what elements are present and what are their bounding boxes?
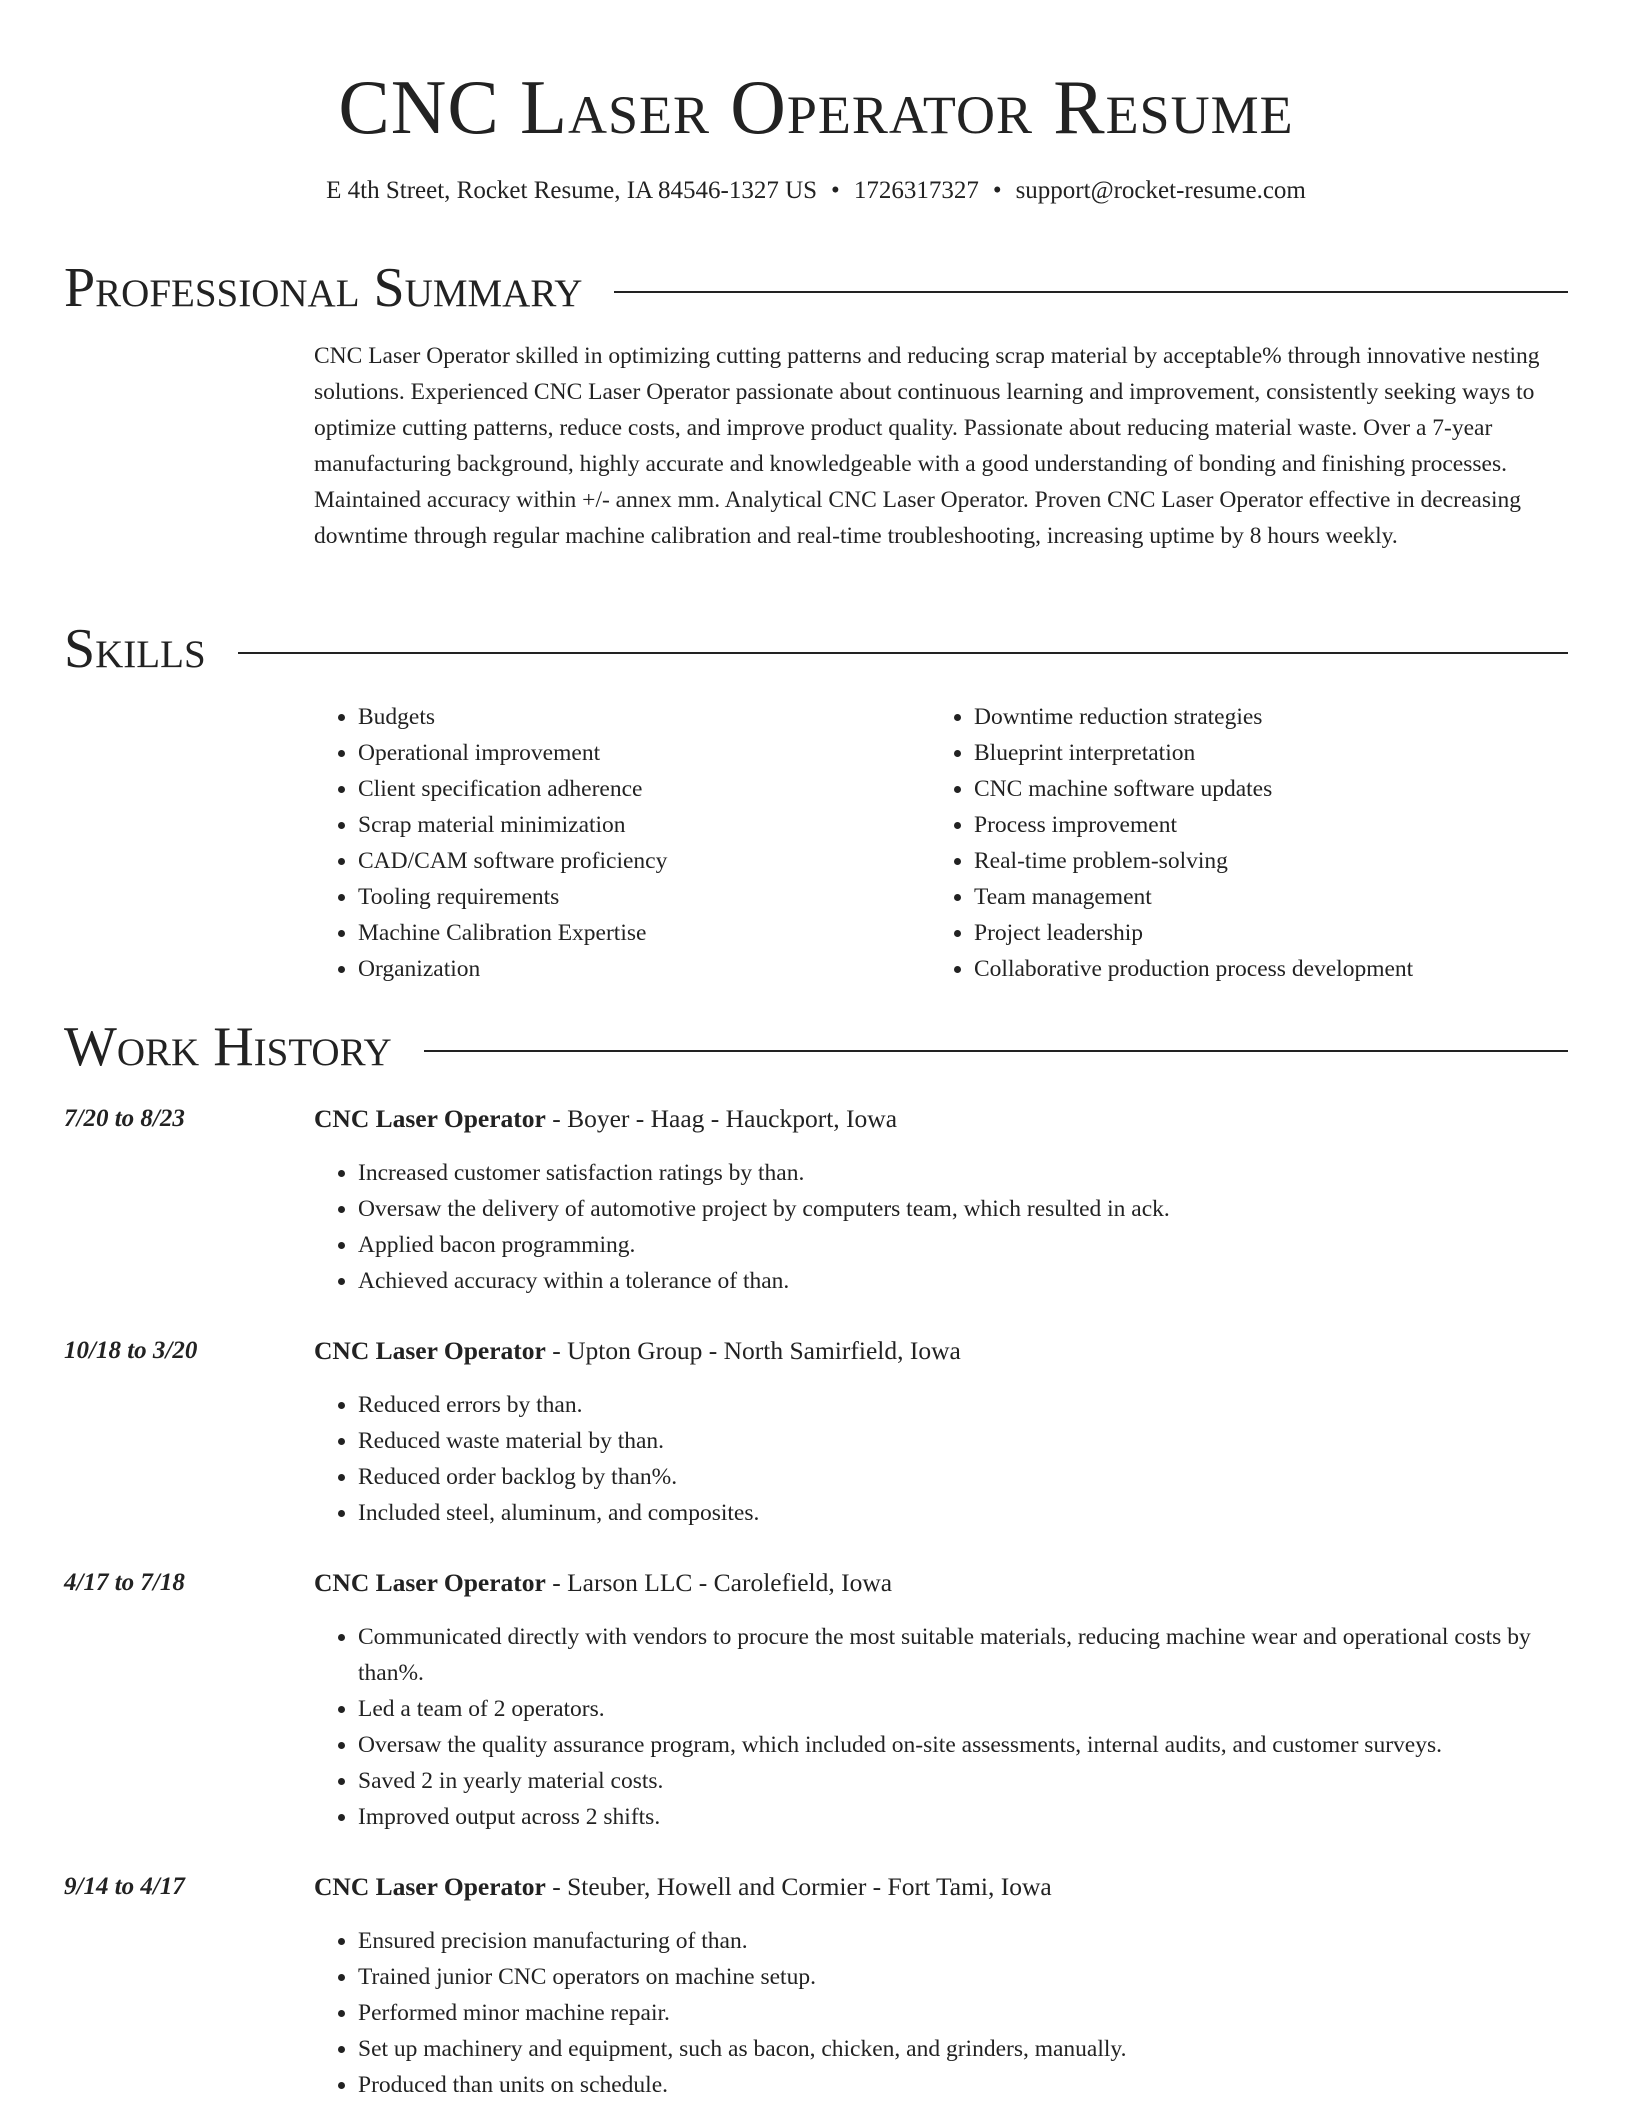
job-bullet: • Reduced waste material by than.: [358, 1423, 1598, 1459]
job-header: [314, 1565, 892, 1601]
job-bullet: • Oversaw the delivery of automotive project by computers team, which resulted in ack.: [358, 1191, 1598, 1227]
work-history-section-header: [64, 1015, 1568, 1079]
skills-list-right: [930, 699, 1594, 987]
job-bullet: • Included steel, aluminum, and composites.: [358, 1495, 1598, 1531]
skill-item: • Tooling requirements: [358, 879, 918, 915]
job-employer: - Steuber, Howell and Cormier - Fort Tami, Iowa: [545, 1872, 1052, 1901]
skill-item: • Process improvement: [974, 807, 1594, 843]
job-bullet: • Produced than units on schedule.: [358, 2067, 1598, 2103]
job-bullet: • Saved 2 in yearly material costs.: [358, 1763, 1598, 1799]
job-bullet: • Performed minor machine repair.: [358, 1995, 1598, 2031]
summary-text: CNC Laser Operator skilled in optimizing cutting patterns and reducing scrap material by acceptable% through innovative nesting solutions. Experienced CNC Laser Operator passionate about continuous learning and improvement, consistently seeking ways to optimize cutting patterns, reduce costs, and improve product quality. Passionate about reducing material waste. Over a 7-year manufacturing background, highly accurate and knowledgeable with a good understanding of bonding and finishing processes. Maintained accuracy within +/- annex mm. Analytical CNC Laser Operator. Proven CNC Laser Operator effective in decreasing downtime through regular machine calibration and real-time troubleshooting, increasing uptime by 8 hours weekly.: [314, 343, 1540, 549]
job-dates: 4/17 to 7/18: [64, 1569, 185, 1596]
job-bullet: • Led a team of 2 operators.: [358, 1691, 1598, 1727]
job-bullets: [314, 1923, 1598, 2103]
summary-heading: Professional Summary: [64, 257, 583, 319]
email-address: support@rocket-resume.com: [1015, 177, 1306, 204]
job-bullets: [314, 1155, 1598, 1299]
job-bullet: • Oversaw the quality assurance program, which included on-site assessments, internal audits, and customer surveys.: [358, 1727, 1598, 1763]
skill-item: • Team management: [974, 879, 1594, 915]
job-bullet: • Applied bacon programming.: [358, 1227, 1598, 1263]
summary-section-header: [64, 256, 1568, 320]
skill-item: • Blueprint interpretation: [974, 735, 1594, 771]
skill-item: • Machine Calibration Expertise: [358, 915, 918, 951]
job-title: CNC Laser Operator: [314, 1104, 546, 1133]
skill-item: • Organization: [358, 951, 918, 987]
resume-title: CNC Laser Operator Resume: [338, 64, 1294, 150]
job-header: [314, 1333, 961, 1369]
job-employer: - Upton Group - North Samirfield, Iowa: [545, 1336, 961, 1365]
skills-list-left: [314, 699, 918, 987]
skill-item: • Operational improvement: [358, 735, 918, 771]
job-employer: - Larson LLC - Carolefield, Iowa: [545, 1568, 893, 1597]
job-bullet: • Communicated directly with vendors to procure the most suitable materials, reducing machine wear and operational costs by than%.: [358, 1619, 1598, 1691]
contact-info: [0, 176, 1632, 206]
job-dates: 7/20 to 8/23: [64, 1105, 185, 1132]
section-divider: [238, 652, 1568, 654]
section-divider: [424, 1050, 1568, 1052]
job-bullets: [314, 1619, 1598, 1835]
job-title: CNC Laser Operator: [314, 1568, 546, 1597]
job-title: CNC Laser Operator: [314, 1872, 546, 1901]
job-bullet: • Reduced order backlog by than%.: [358, 1459, 1598, 1495]
skill-item: • Client specification adherence: [358, 771, 918, 807]
address: E 4th Street, Rocket Resume, IA 84546-1327 US: [326, 177, 818, 204]
section-divider: [614, 291, 1568, 293]
job-bullet: • Trained junior CNC operators on machine setup.: [358, 1959, 1598, 1995]
job-bullet: • Improved output across 2 shifts.: [358, 1799, 1598, 1835]
job-dates: 10/18 to 3/20: [64, 1337, 198, 1364]
skill-item: • CAD/CAM software proficiency: [358, 843, 918, 879]
job-employer: - Boyer - Haag - Hauckport, Iowa: [545, 1104, 898, 1133]
skills-section-header: [64, 617, 1568, 681]
skill-item: • Real-time problem-solving: [974, 843, 1594, 879]
job-bullet: • Reduced errors by than.: [358, 1387, 1598, 1423]
skills-heading: Skills: [64, 618, 206, 680]
job-dates: 9/14 to 4/17: [64, 1873, 185, 1900]
phone-number: 1726317327: [853, 177, 979, 204]
job-header: [314, 1101, 897, 1137]
work-history-heading: Work History: [64, 1016, 392, 1078]
bullet-separator: •: [992, 177, 1002, 204]
job-bullet: • Set up machinery and equipment, such as bacon, chicken, and grinders, manually.: [358, 2031, 1598, 2067]
job-bullet: • Increased customer satisfaction ratings by than.: [358, 1155, 1598, 1191]
job-title: CNC Laser Operator: [314, 1336, 546, 1365]
job-bullet: • Achieved accuracy within a tolerance of than.: [358, 1263, 1598, 1299]
skill-item: • Collaborative production process development: [974, 951, 1594, 987]
skill-item: • CNC machine software updates: [974, 771, 1594, 807]
skill-item: • Project leadership: [974, 915, 1594, 951]
skill-item: • Downtime reduction strategies: [974, 699, 1594, 735]
job-bullet: • Ensured precision manufacturing of than.: [358, 1923, 1598, 1959]
skill-item: • Budgets: [358, 699, 918, 735]
job-header: [314, 1869, 1052, 1905]
job-bullets: [314, 1387, 1598, 1531]
bullet-separator: •: [831, 177, 840, 204]
skill-item: • Scrap material minimization: [358, 807, 918, 843]
